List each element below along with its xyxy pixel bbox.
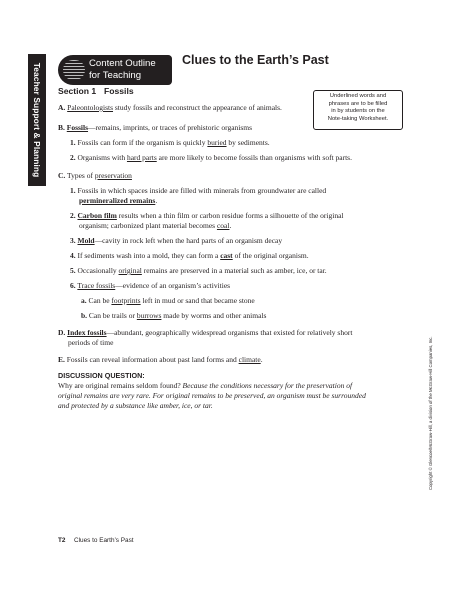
item-text: . xyxy=(229,221,232,230)
fill-in-term: Mold xyxy=(77,236,95,245)
fill-in-term: Carbon film xyxy=(77,211,117,220)
item-text: Fossils in which spaces inside are filled with minerals from groundwater are called xyxy=(77,186,327,195)
note-box xyxy=(313,90,403,130)
outline-item-c1-cont xyxy=(79,196,157,206)
item-text: . xyxy=(155,196,158,205)
item-label: 1. xyxy=(70,138,76,147)
fill-in-term: buried xyxy=(207,138,227,147)
item-label: 1. xyxy=(70,186,76,195)
item-label: 3. xyxy=(70,236,76,245)
item-text: results when a thin film or carbon residue forms a silhouette of the original xyxy=(116,211,344,220)
note-line-1: Underlined words and xyxy=(329,93,387,99)
item-text: —remains, imprints, or traces of prehistoric organisms xyxy=(88,123,253,132)
item-label: 6. xyxy=(70,281,76,290)
outline-item-b2 xyxy=(70,153,352,163)
discussion-question: Why are original remains seldom found? xyxy=(58,381,181,390)
note-line-3: in by students on the xyxy=(331,108,385,115)
item-text: Can be trails or xyxy=(88,311,137,320)
fill-in-term: climate xyxy=(238,355,261,364)
discussion-heading: DISCUSSION QUESTION: xyxy=(58,371,145,380)
item-label: C. xyxy=(58,171,66,180)
item-text: Types of xyxy=(67,171,95,180)
outline-item-b1 xyxy=(70,138,270,148)
item-label: A. xyxy=(58,103,66,112)
fill-in-term: original xyxy=(118,266,142,275)
item-text: study fossils and reconstruct the appearance of animals. xyxy=(113,103,282,112)
outline-item-b xyxy=(58,123,252,133)
item-label: b. xyxy=(81,311,88,320)
outline-item-d-cont xyxy=(68,338,113,348)
item-text: . xyxy=(260,355,263,364)
item-label: 5. xyxy=(70,266,76,275)
item-text: made by worms and other animals xyxy=(161,311,267,320)
copyright-text: Copyright © Glencoe/McGraw-Hill, a division of the McGraw-Hill Companies, Inc. xyxy=(428,336,433,490)
item-text: If sediments wash into a mold, they can form a xyxy=(77,251,221,260)
fill-in-term: Fossils xyxy=(66,123,89,132)
outline-item-c6 xyxy=(70,281,230,291)
outline-item-c5 xyxy=(70,266,327,276)
item-label: 4. xyxy=(70,251,76,260)
item-text: —abundant, geographically widespread organisms that existed for relatively short xyxy=(106,328,353,337)
note-line-2: phrases are to be filled xyxy=(328,100,388,107)
badge-line-2: for Teaching xyxy=(89,70,142,81)
item-text: Fossils can form if the organism is quickly xyxy=(77,138,208,147)
footer-title: Clues to Earth’s Past xyxy=(74,537,134,544)
outline-item-c2 xyxy=(70,211,343,221)
fill-in-term: permineralized remains xyxy=(79,196,156,205)
item-text: —evidence of an organism’s activities xyxy=(115,281,231,290)
item-label: B. xyxy=(58,123,65,132)
fill-in-term: Trace fossils xyxy=(77,281,116,290)
fill-in-term: Index fossils xyxy=(67,328,107,337)
outline-item-c6a xyxy=(81,296,255,306)
item-label: E. xyxy=(58,355,65,364)
item-text: —cavity in rock left when the hard parts of an organism decay xyxy=(94,236,283,245)
item-text: Fossils can reveal information about past land forms and xyxy=(66,355,239,364)
fill-in-term: footprints xyxy=(111,296,141,305)
fill-in-term: Paleontologists xyxy=(67,103,114,112)
fill-in-term: burrows xyxy=(136,311,162,320)
section-name: Fossils xyxy=(104,86,134,96)
item-label: D. xyxy=(58,328,66,337)
outline-item-c6b xyxy=(81,311,266,321)
page-number: T2 xyxy=(58,537,66,544)
fill-in-term: coal xyxy=(216,221,230,230)
outline-item-c3 xyxy=(70,236,282,246)
item-text: are more likely to become fossils than organisms with soft parts. xyxy=(156,153,352,162)
outline-item-e xyxy=(58,355,263,365)
item-text: Occasionally xyxy=(77,266,119,275)
item-text: periods of time xyxy=(68,338,114,347)
badge-line-1: Content Outline xyxy=(89,58,156,69)
note-line-4: Note-taking Worksheet. xyxy=(327,115,389,122)
fill-in-term: preservation xyxy=(94,171,132,180)
fill-in-term: cast xyxy=(220,251,233,260)
sidebar-tab xyxy=(28,54,46,186)
content-outline-badge xyxy=(58,55,172,85)
outline-item-a xyxy=(58,103,282,113)
discussion-line-3: and protected by a substance like amber, ice, or tar. xyxy=(58,401,213,410)
item-text: organism; carbonized plant material becomes xyxy=(79,221,217,230)
item-text: remains are preserved in a material such as amber, ice, or tar. xyxy=(141,266,327,275)
item-label: a. xyxy=(81,296,87,305)
striped-globe-icon xyxy=(63,60,85,80)
item-text: Organisms with xyxy=(77,153,127,162)
item-label: 2. xyxy=(70,153,76,162)
item-text: by sediments. xyxy=(226,138,270,147)
outline-item-c1 xyxy=(70,186,326,196)
item-text: Can be xyxy=(88,296,112,305)
section-number: Section 1 xyxy=(58,86,97,96)
outline-item-c4 xyxy=(70,251,309,261)
page-title: Clues to the Earth’s Past xyxy=(182,53,329,67)
discussion-line-2: original remains are very rare. For original remains to be preserved, an organism must be surrounded xyxy=(58,391,366,400)
outline-item-c2-cont xyxy=(79,221,231,231)
item-label: 2. xyxy=(70,211,76,220)
discussion-answer: Because the conditions necessary for the preservation of xyxy=(180,381,353,390)
fill-in-term: hard parts xyxy=(126,153,157,162)
item-text: of the original organism. xyxy=(232,251,309,260)
sidebar-label: Teacher Support & Planning xyxy=(32,62,42,178)
outline-item-d xyxy=(58,328,352,338)
item-text: left in mud or sand that became stone xyxy=(140,296,255,305)
outline-item-c xyxy=(58,171,132,181)
discussion-line-1 xyxy=(58,381,352,391)
